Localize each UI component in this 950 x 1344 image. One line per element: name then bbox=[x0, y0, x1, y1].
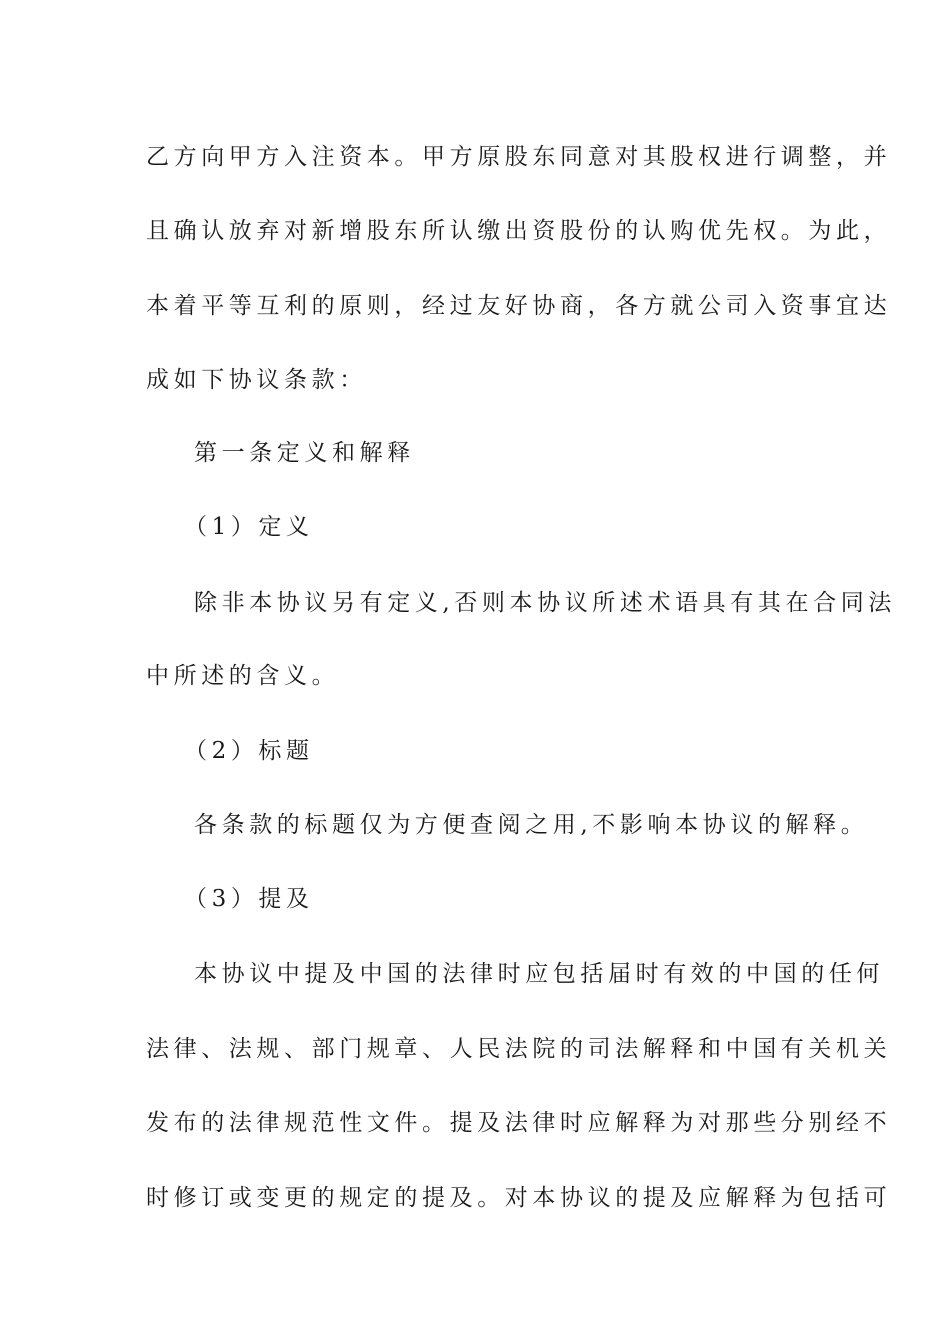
paragraph-line: 除非本协议另有定义,否则本协议所述术语具有其在合同法 bbox=[194, 590, 896, 616]
paragraph-line: 本协议中提及中国的法律时应包括届时有效的中国的任何 bbox=[194, 961, 884, 987]
paragraph-line: 成如下协议条款： bbox=[146, 367, 367, 393]
subsection-heading-references: （3）提及 bbox=[184, 886, 314, 912]
subsection-heading-definitions: （1）定义 bbox=[184, 514, 314, 540]
paragraph-line: 且确认放弃对新增股东所认缴出资股份的认购优先权。为此， bbox=[146, 218, 892, 244]
paragraph-line: 法律、法规、部门规章、人民法院的司法解释和中国有关机关 bbox=[146, 1036, 892, 1062]
paragraph-line: 各条款的标题仅为方便查阅之用,不影响本协议的解释。 bbox=[194, 812, 869, 838]
paragraph-line: 时修订或变更的规定的提及。对本协议的提及应解释为包括可 bbox=[146, 1185, 892, 1211]
section-heading: 第一条定义和解释 bbox=[194, 440, 415, 466]
paragraph-line: 发布的法律规范性文件。提及法律时应解释为对那些分别经不 bbox=[146, 1110, 892, 1136]
paragraph-line: 乙方向甲方入注资本。甲方原股东同意对其股权进行调整，并 bbox=[146, 144, 892, 170]
paragraph-line: 中所述的含义。 bbox=[146, 663, 340, 689]
subsection-heading-titles: （2）标题 bbox=[184, 738, 314, 764]
paragraph-line: 本着平等互利的原则，经过友好协商，各方就公司入资事宜达 bbox=[146, 293, 892, 319]
